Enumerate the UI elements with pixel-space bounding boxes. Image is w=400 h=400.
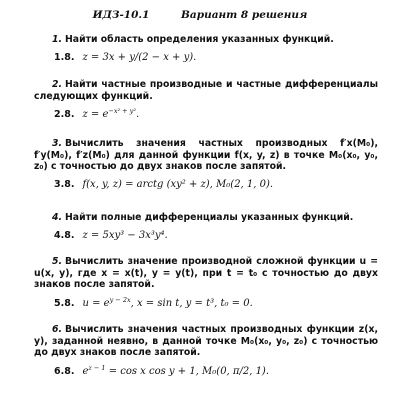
task-6-statement: 6. Вычислить значения частных производных функции z(x, y), заданной неявно, в данной точке M₀(x₀, y₀, z₀) с точностью до двух знаков после запятой. bbox=[34, 324, 378, 359]
task-2 bbox=[0, 79, 400, 121]
task-1-variant: 1.8. z = 3x + y/(2 − x + y). bbox=[54, 51, 197, 63]
task-5-statement: 5. Вычислить значение производной сложной функции u = u(x, y), где x = x(t), y = y(t), при t = t₀ с точностью до двух знаков после запятой. bbox=[34, 256, 378, 291]
task-5-variant: 5.8. $u = e^{y - 2x}$, x = sin t, y = t³, t₀ = 0. bbox=[54, 295, 253, 309]
header-title: ИДЗ-10.1 bbox=[92, 9, 150, 21]
task-6-variant: 6.8. $e^{z - 1} = \cos x$ cos y + 1, M₀(0, π/2, 1). bbox=[54, 363, 270, 377]
page-header bbox=[0, 9, 400, 22]
task-4 bbox=[0, 212, 400, 242]
header-variant: Вариант 8 решения bbox=[181, 9, 308, 21]
task-6 bbox=[0, 324, 400, 378]
task-5 bbox=[0, 256, 400, 310]
task-4-statement: 4. Найти полные дифференциалы указанных функций. bbox=[52, 212, 354, 223]
task-4-variant: 4.8. z = 5xy³ − 3x³y⁴. bbox=[54, 229, 168, 241]
task-3-statement: 3. Вычислить значения частных производных f′x(M₀), f′y(M₀), f′z(M₀) для данной функции f(x, y, z) в точке M₀(x₀, y₀, z₀) с точностью до двух знаков после запятой. bbox=[34, 138, 378, 173]
task-2-variant: 2.8. $z = e^{-x^2 + y^2}$. bbox=[54, 107, 140, 121]
task-2-statement: 2. Найти частные производные и частные дифференциалы следующих функций. bbox=[34, 79, 378, 102]
task-3-variant: 3.8. f(x, y, z) = arctg (xy² + z), M₀(2, 1, 0). bbox=[54, 178, 274, 190]
task-3 bbox=[0, 138, 400, 191]
task-1-statement: 1. Найти область определения указанных функций. bbox=[52, 34, 334, 45]
task-1 bbox=[0, 34, 400, 64]
